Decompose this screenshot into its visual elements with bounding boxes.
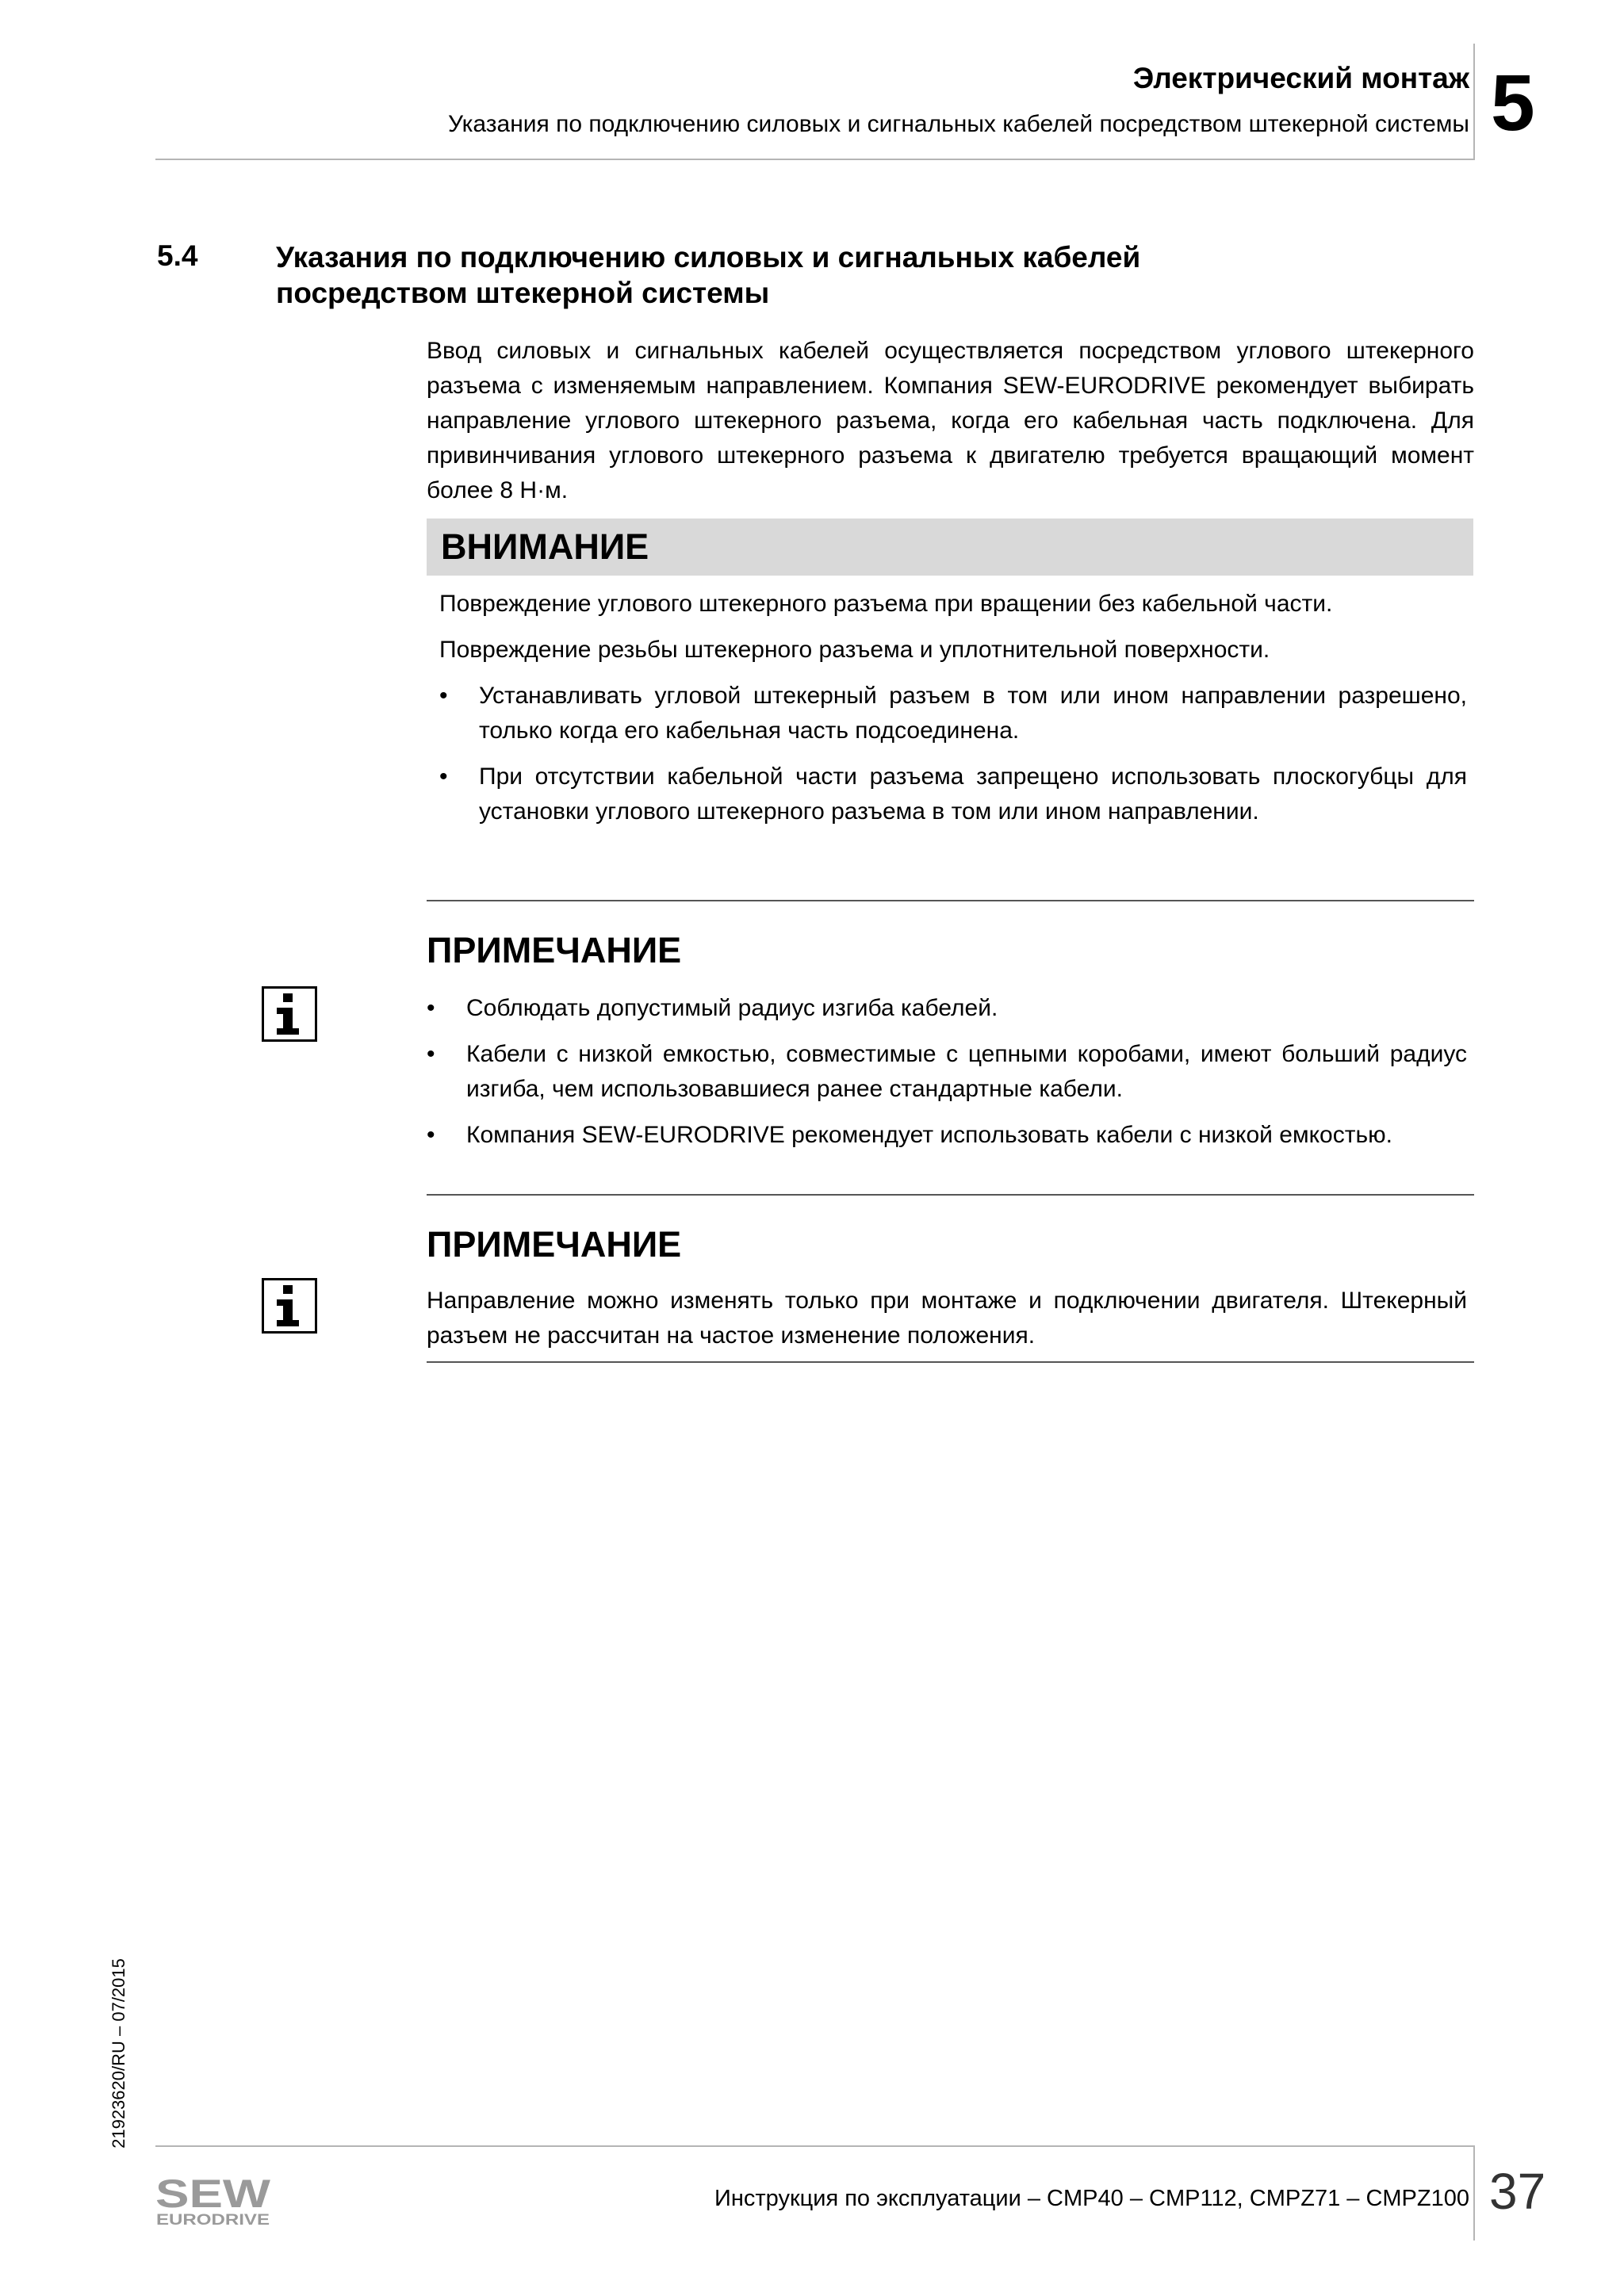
footer-vertical-divider	[1473, 2145, 1475, 2241]
header-vertical-divider	[1473, 44, 1475, 160]
note2-body	[427, 1284, 1467, 1353]
svg-text:EURODRIVE: EURODRIVE	[156, 2212, 270, 2228]
footer-divider	[155, 2145, 1473, 2147]
bullet-dot: •	[439, 683, 448, 709]
bullet-dot: •	[427, 1122, 435, 1148]
section-number: 5.4	[157, 239, 198, 272]
note1-end-rule	[427, 1194, 1474, 1196]
note1-bullet: • Соблюдать допустимый радиус изгиба кабелей.	[427, 991, 1467, 1026]
section-title-line2: посредством штекерной системы	[276, 277, 770, 309]
header-title: Электрический монтаж	[1132, 62, 1469, 94]
info-icon	[262, 1278, 317, 1334]
info-icon	[262, 986, 317, 1042]
caution-body	[439, 587, 1467, 829]
manual-title: Инструкция по эксплуатации – CMP40 – CMP112, CMPZ71 – CMPZ100	[714, 2186, 1469, 2211]
info-glyph	[272, 992, 307, 1036]
document-code: 21923620/RU – 07/2015	[109, 1958, 128, 2149]
svg-text:SEW: SEW	[155, 2174, 272, 2216]
note1-title: ПРИМЕЧАНИЕ	[427, 930, 682, 970]
header-divider	[155, 159, 1473, 160]
section-title	[276, 239, 1140, 311]
bullet-dot: •	[427, 995, 435, 1021]
chapter-number: 5	[1491, 59, 1535, 147]
header-subtitle: Указания по подключению силовых и сигнальных кабелей посредством штекерной системы	[447, 111, 1469, 137]
caution-line2: Повреждение резьбы штекерного разъема и уплотнительной поверхности.	[439, 637, 1270, 663]
bullet-dot: •	[427, 1041, 435, 1067]
logo-graphic	[155, 2174, 274, 2228]
note2-end-rule	[427, 1361, 1474, 1363]
bullet-dot: •	[439, 763, 448, 790]
caution-bullet: • При отсутствии кабельной части разъема запрещено использовать плоскогубцы для установки углового штекерного разъема в том или ином направлении.	[439, 760, 1467, 829]
caution-line1: Повреждение углового штекерного разъема при вращении без кабельной части.	[439, 591, 1333, 617]
note1-body	[427, 991, 1467, 1153]
info-glyph	[272, 1284, 307, 1328]
caution-bullet: • Устанавливать угловой штекерный разъем в том или ином направлении разрешено, только когда его кабельная часть подсоединена.	[439, 679, 1467, 748]
note1-bullet: • Кабели с низкой емкостью, совместимые с цепными коробами, имеют больший радиус изгиба, чем использовавшиеся ранее стандартные кабели.	[427, 1037, 1467, 1107]
sew-eurodrive-logo	[155, 2174, 274, 2232]
caution-end-rule	[427, 900, 1474, 901]
note2-text: Направление можно изменять только при монтаже и подключении двигателя. Штекерный разъем не рассчитан на частое изменение положения.	[427, 1288, 1467, 1349]
page-number: 37	[1489, 2163, 1546, 2220]
note2-title: ПРИМЕЧАНИЕ	[427, 1224, 682, 1265]
note1-bullet: • Компания SEW-EURODRIVE рекомендует использовать кабели с низкой емкостью.	[427, 1118, 1467, 1153]
caution-title: ВНИМАНИЕ	[441, 526, 649, 567]
intro-paragraph: Ввод силовых и сигнальных кабелей осуществляется посредством углового штекерного разъема с изменяемым направлением. Компания SEW-EURODRIVE рекомендует выбирать направление углового штекерного разъема, когда его кабельная часть подключена. Для привинчивания углового штекерного разъема к двигателю требуется вращающий момент более 8 Н·м.	[427, 338, 1474, 503]
section-title-line1: Указания по подключению силовых и сигнальных кабелей	[276, 241, 1141, 274]
